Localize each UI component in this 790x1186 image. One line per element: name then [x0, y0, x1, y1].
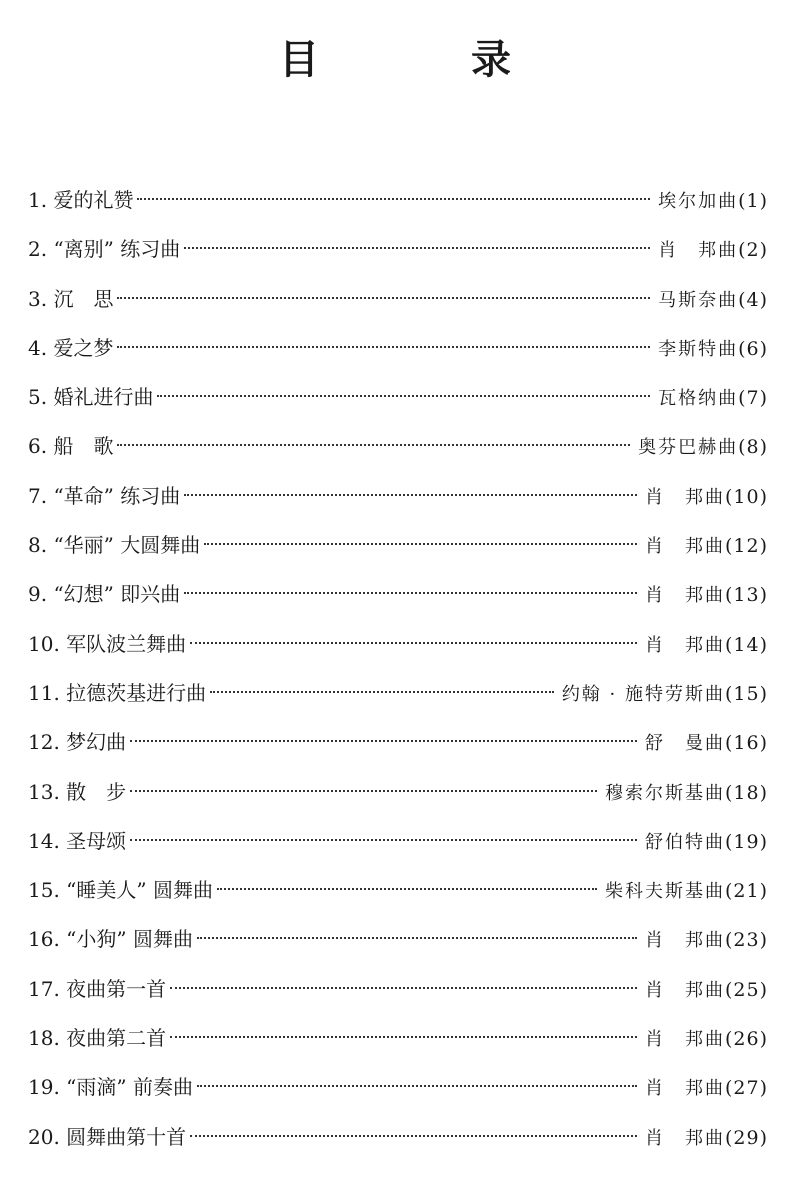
toc-entry-page-number: (21) — [724, 880, 768, 903]
toc-entry[interactable] — [28, 521, 768, 570]
toc-entry-page-number: (25) — [724, 978, 768, 1001]
toc-entry-composer: 肖 邦曲 — [644, 634, 725, 656]
toc-entry-composer: 奥芬巴赫曲 — [638, 437, 739, 459]
toc-entry-page-number: (19) — [724, 830, 768, 853]
toc-entry-composer: 肖 邦曲 — [644, 486, 725, 508]
toc-entry-title: 14. 圣母颂 — [28, 828, 127, 853]
toc-entry-composer: 肖 邦曲 — [644, 979, 725, 1001]
toc-entry-title: 6. 船 歌 — [28, 434, 114, 459]
toc-entry-page-number: (12) — [724, 535, 768, 558]
dot-leader — [217, 888, 597, 890]
dot-leader — [117, 346, 650, 348]
table-of-contents — [28, 176, 768, 1162]
toc-entry-title: 8. “华丽” 大圆舞曲 — [28, 533, 201, 558]
dot-leader — [190, 642, 637, 644]
toc-entry-composer: 肖 邦曲 — [644, 1078, 725, 1100]
toc-entry-composer: 穆索尔斯基曲 — [604, 782, 725, 804]
toc-entry-composer: 肖 邦曲 — [658, 240, 739, 262]
toc-entry-composer: 瓦格纳曲 — [658, 388, 739, 410]
toc-entry-page-number: (7) — [738, 387, 768, 410]
toc-entry-title: 16. “小狗” 圆舞曲 — [28, 927, 193, 952]
toc-entry[interactable] — [28, 817, 768, 866]
dot-leader — [170, 1036, 637, 1038]
toc-entry[interactable] — [28, 669, 768, 718]
toc-entry[interactable] — [28, 324, 768, 373]
toc-entry-title: 19. “雨滴” 前奏曲 — [28, 1075, 193, 1100]
toc-entry-composer: 埃尔加曲 — [658, 191, 739, 212]
toc-entry[interactable] — [28, 422, 768, 471]
toc-entry-composer: 李斯特曲 — [658, 338, 739, 360]
toc-entry-title: 10. 军队波兰舞曲 — [28, 631, 187, 656]
toc-entry[interactable] — [28, 570, 768, 619]
toc-entry-page-number: (23) — [724, 929, 768, 952]
toc-entry-composer: 马斯奈曲 — [658, 289, 739, 311]
toc-entry[interactable] — [28, 225, 768, 274]
toc-entry[interactable] — [28, 915, 768, 964]
toc-entry-composer: 肖 邦曲 — [644, 585, 725, 607]
dot-leader — [157, 395, 650, 397]
toc-entry-composer: 肖 邦曲 — [644, 536, 725, 558]
toc-entry-title: 3. 沉 思 — [28, 286, 114, 311]
toc-entry-page-number: (1) — [738, 190, 768, 212]
toc-entry-title: 1. 爱的礼赞 — [28, 188, 134, 212]
toc-entry-composer: 约翰 · 施特劳斯曲 — [561, 683, 725, 705]
toc-entry-title: 5. 婚礼进行曲 — [28, 385, 154, 410]
toc-entry[interactable] — [28, 1014, 768, 1063]
dot-leader — [190, 1135, 637, 1137]
toc-entry[interactable] — [28, 472, 768, 521]
toc-entry[interactable] — [28, 176, 768, 225]
dot-leader — [137, 198, 650, 200]
toc-entry-composer: 肖 邦曲 — [644, 930, 725, 952]
dot-leader — [117, 444, 630, 446]
toc-entry-title: 12. 梦幻曲 — [28, 730, 127, 755]
dot-leader — [210, 691, 554, 693]
dot-leader — [197, 1085, 637, 1087]
toc-entry-title: 20. 圆舞曲第十首 — [28, 1124, 187, 1149]
toc-entry-title: 9. “幻想” 即兴曲 — [28, 582, 181, 607]
toc-entry-composer: 柴科夫斯基曲 — [604, 881, 725, 903]
toc-entry[interactable] — [28, 620, 768, 669]
toc-entry-page-number: (26) — [724, 1028, 768, 1051]
toc-entry-page-number: (10) — [724, 485, 768, 508]
dot-leader — [204, 543, 637, 545]
toc-entry-page-number: (29) — [724, 1126, 768, 1149]
dot-leader — [130, 839, 637, 841]
toc-entry[interactable] — [28, 768, 768, 817]
toc-entry-page-number: (14) — [724, 633, 768, 656]
toc-entry-page-number: (16) — [724, 732, 768, 755]
toc-entry[interactable] — [28, 275, 768, 324]
dot-leader — [197, 937, 637, 939]
toc-entry-title: 2. “离别” 练习曲 — [28, 237, 181, 262]
toc-entry-page-number: (18) — [724, 781, 768, 804]
toc-entry-page-number: (13) — [724, 584, 768, 607]
toc-entry-title: 11. 拉德茨基进行曲 — [28, 680, 207, 705]
dot-leader — [184, 494, 637, 496]
page-title: 目 录 — [279, 36, 567, 83]
toc-entry-title: 17. 夜曲第一首 — [28, 976, 167, 1001]
toc-entry-page-number: (4) — [738, 288, 768, 311]
toc-entry[interactable] — [28, 866, 768, 915]
dot-leader — [130, 740, 637, 742]
toc-entry-composer: 肖 邦曲 — [644, 1127, 725, 1149]
toc-entry[interactable] — [28, 1063, 768, 1112]
toc-entry-title: 7. “革命” 练习曲 — [28, 483, 181, 508]
toc-entry-page-number: (8) — [738, 436, 768, 459]
toc-entry-page-number: (15) — [724, 682, 768, 705]
toc-entry-page-number: (27) — [724, 1077, 768, 1100]
toc-entry-composer: 舒伯特曲 — [644, 831, 725, 853]
dot-leader — [184, 592, 637, 594]
toc-entry-page-number: (2) — [738, 239, 768, 262]
toc-entry-composer: 肖 邦曲 — [644, 1029, 725, 1051]
toc-entry-title: 15. “睡美人” 圆舞曲 — [28, 878, 213, 903]
dot-leader — [170, 987, 637, 989]
dot-leader — [184, 247, 650, 249]
toc-entry[interactable] — [28, 1113, 768, 1162]
toc-entry-composer: 舒 曼曲 — [644, 733, 725, 755]
toc-entry[interactable] — [28, 718, 768, 767]
dot-leader — [117, 297, 650, 299]
toc-entry-title: 4. 爱之梦 — [28, 335, 114, 360]
toc-entry-page-number: (6) — [738, 337, 768, 360]
toc-entry-title: 13. 散 步 — [28, 779, 127, 804]
toc-entry[interactable] — [28, 965, 768, 1014]
dot-leader — [130, 790, 597, 792]
toc-entry[interactable] — [28, 373, 768, 422]
toc-entry-title: 18. 夜曲第二首 — [28, 1026, 167, 1051]
